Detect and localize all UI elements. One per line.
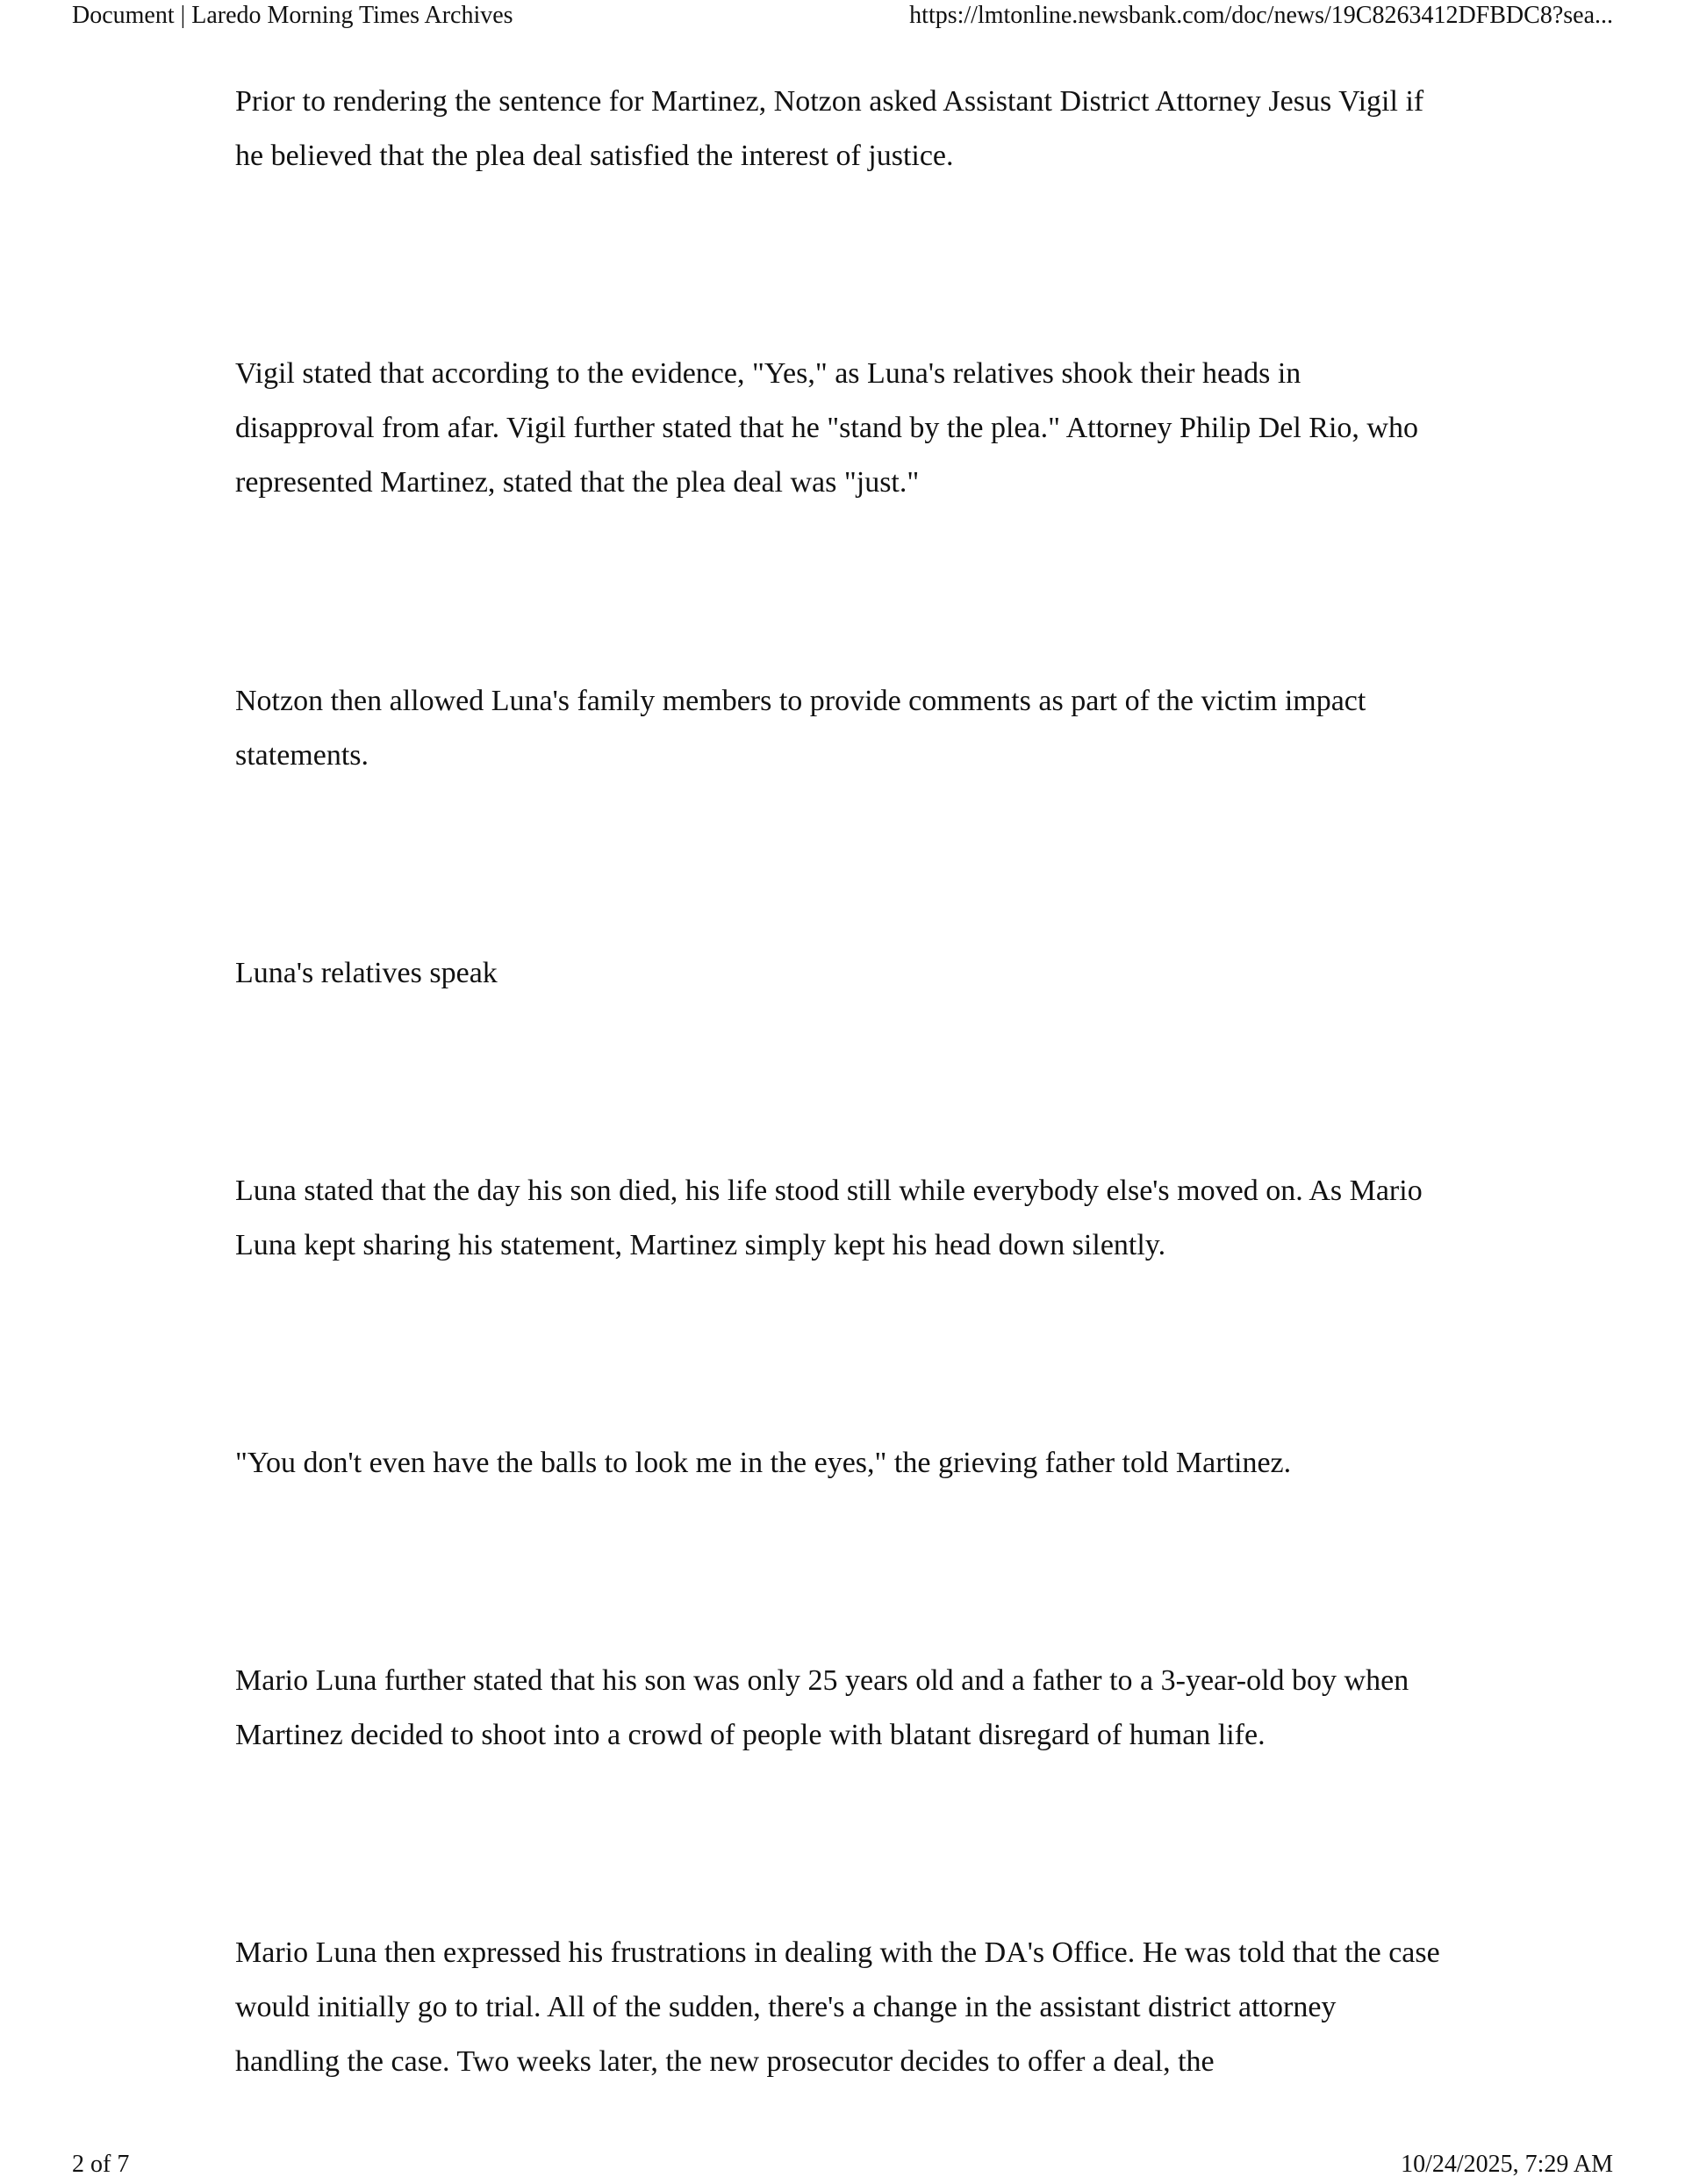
article-paragraph: Mario Luna further stated that his son was only 25 years old and a father to a 3-year-old boy when Martinez decided to shoot into a crowd of people with blatant disregard of human life. — [235, 1664, 1409, 1751]
article-paragraph: Notzon then allowed Luna's family members to provide comments as part of the victim impact statements. — [235, 685, 1366, 772]
print-timestamp: 10/24/2025, 7:29 AM — [1401, 2151, 1613, 2178]
article-paragraph: Vigil stated that according to the evidence, "Yes," as Luna's relatives shook their heads in disapproval from afar. Vigil further stated that he "stand by the plea." Attorney Philip Del Rio, who represented Martinez, stated that the plea deal was "just." — [235, 357, 1418, 499]
article-paragraph: "You don't even have the balls to look me in the eyes," the grieving father told Martinez. — [235, 1447, 1292, 1479]
article-paragraph: Prior to rendering the sentence for Martinez, Notzon asked Assistant District Attorney Jesus Vigil if he believed that the plea deal satisfied the interest of justice. — [235, 85, 1424, 172]
print-footer — [72, 2149, 1613, 2184]
page-number: 2 of 7 — [72, 2151, 130, 2178]
print-header — [72, 0, 1613, 35]
section-subheading: Luna's relatives speak — [235, 957, 498, 989]
article-paragraph: Mario Luna then expressed his frustrations in dealing with the DA's Office. He was told that the case would initially go to trial. All of the sudden, there's a change in the assistant district attorney handling the case. Two weeks later, the new prosecutor decides to offer a deal, the — [235, 1936, 1440, 2078]
page-url: https://lmtonline.newsbank.com/doc/news/19C8263412DFBDC8?sea... — [909, 2, 1613, 29]
page-title: Document | Laredo Morning Times Archives — [72, 2, 513, 29]
article-paragraph: Luna stated that the day his son died, his life stood still while everybody else's moved on. As Mario Luna kept sharing his statement, Martinez simply kept his head down silently. — [235, 1175, 1423, 1261]
